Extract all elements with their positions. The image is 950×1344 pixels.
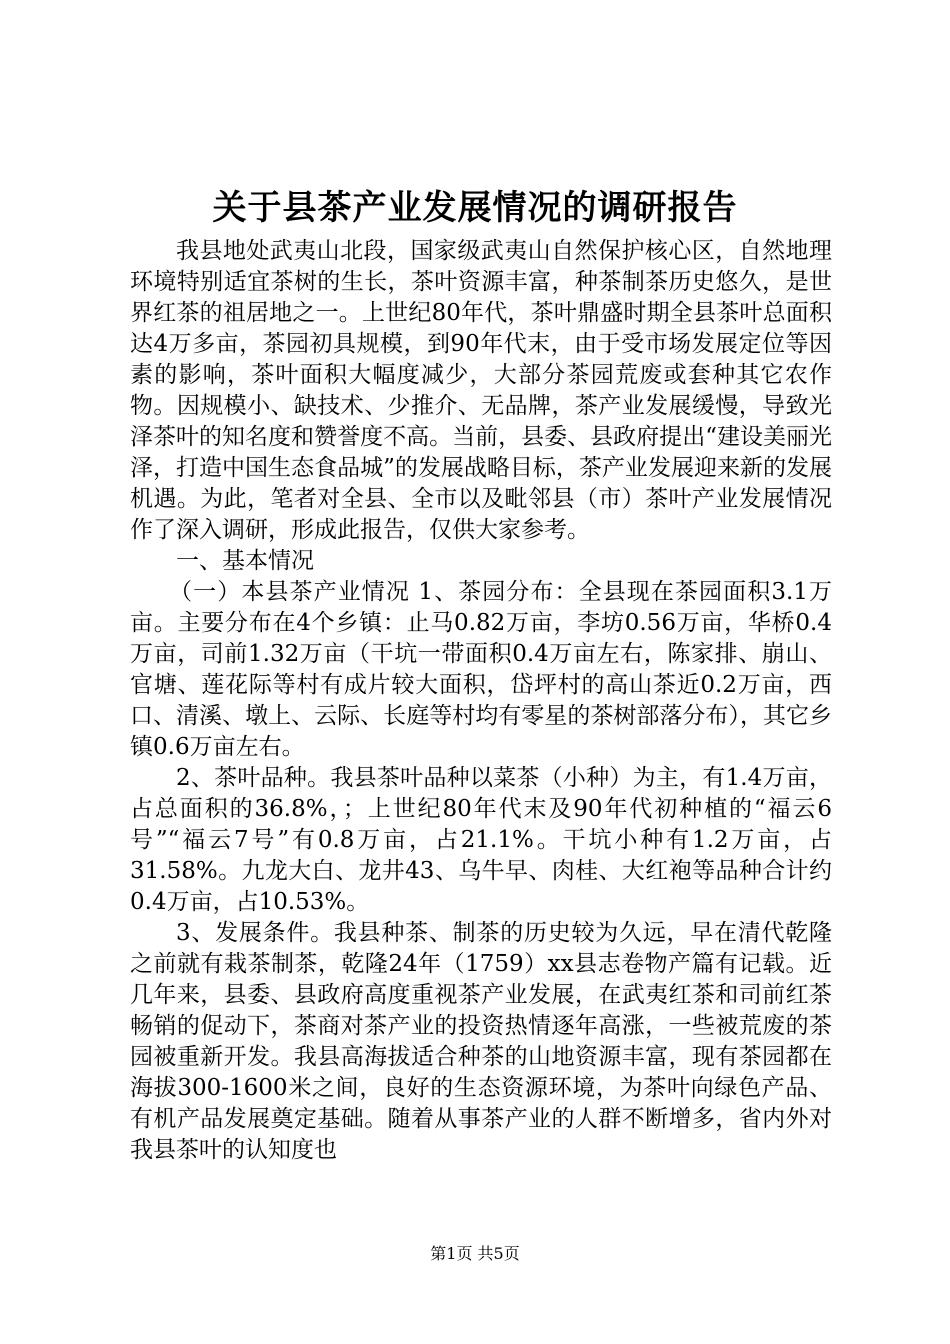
page-indicator: 第1页 共5页 xyxy=(430,1244,520,1263)
document-body xyxy=(130,236,832,1166)
paragraph-tea-garden-distribution: （一）本县茶产业情况 1、茶园分布：全县现在茶园面积3.1万亩。主要分布在4个乡镇：止马0.82万亩，李坊0.56万亩，华桥0.4万亩，司前1.32万亩（干坑一带面积0.4万亩左右，陈家排、崩山、官塘、莲花际等村有成片较大面积，岱坪村的高山茶近0.2万亩，西口、清溪、墩上、云际、长庭等村均有零星的茶树部落分布），其它乡镇0.6万亩左右。 xyxy=(130,579,832,760)
paragraph-tea-varieties: 2、茶叶品种。我县茶叶品种以菜茶（小种）为主，有1.4万亩，占总面积的36.8%，；上世纪80年代末及90年代初种植的“福云6号”“福云7号”有0.8万亩，占21.1%。干坑小种有1.2万亩，占31.58%。九龙大白、龙井43、乌牛早、肉桂、大红袍等品种合计约0.4万亩，占10.53%。 xyxy=(130,765,832,915)
section-heading-basic-situation: 一、基本情况 xyxy=(176,548,314,574)
document-title: 关于县茶产业发展情况的调研报告 xyxy=(212,188,738,228)
paragraph-development-conditions: 3、发展条件。我县种茶、制茶的历史较为久远，早在清代乾隆之前就有栽茶制茶，乾隆24年（1759）xx县志卷物产篇有记载。近几年来，县委、县政府高度重视茶产业发展，在武夷红茶和司前红茶畅销的促动下，茶商对茶产业的投资热情逐年高涨，一些被荒废的茶园被重新开发。我县高海拔适合种茶的山地资源丰富，现有茶园都在海拔300-1600米之间，良好的生态资源环境，为茶叶向绿色产品、有机产品发展奠定基础。随着从事茶产业的人群不断增多，省内外对我县茶叶的认知度也 xyxy=(130,920,832,1163)
paragraph-intro: 我县地处武夷山北段，国家级武夷山自然保护核心区，自然地理环境特别适宜茶树的生长，茶叶资源丰富，种茶制茶历史悠久，是世界红茶的祖居地之一。上世纪80年代，茶叶鼎盛时期全县茶叶总面积达4万多亩，茶园初具规模，到90年代末，由于受市场发展定位等因素的影响，茶叶面积大幅度减少，大部分茶园荒废或套种其它农作物。因规模小、缺技术、少推介、无品牌，茶产业发展缓慢，导致光泽茶叶的知名度和赞誉度不高。当前，县委、县政府提出“建设美丽光泽，打造中国生态食品城”的发展战略目标，茶产业发展迎来新的发展机遇。为此，笔者对全县、全市以及毗邻县（市）茶叶产业发展情况作了深入调研，形成此报告，仅供大家参考。 xyxy=(130,238,832,543)
